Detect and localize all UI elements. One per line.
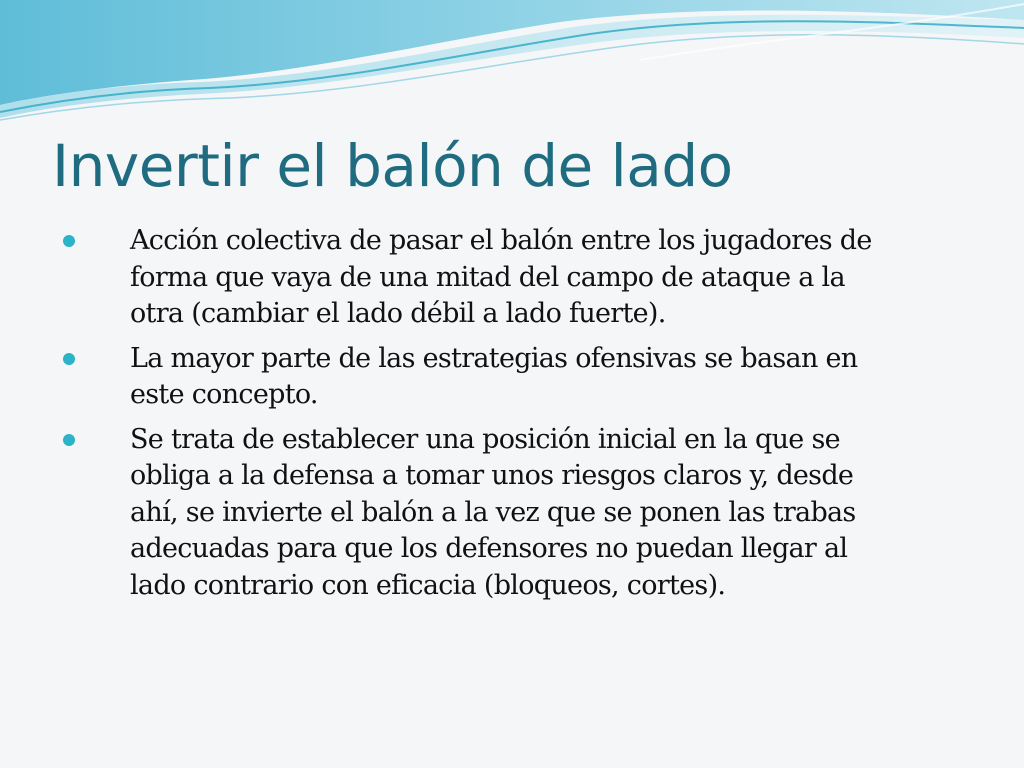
bullet-text-line: Acción colectiva de pasar el balón entre los jugadores de [130, 225, 872, 256]
bullet-text-line: lado contrario con eficacia (bloqueos, cortes). [130, 569, 726, 601]
bullet-item-3 [0, 422, 1024, 605]
bullet-dot-icon [63, 434, 75, 446]
bullet-text-line: este concepto. [130, 379, 318, 410]
bullet-text-line: Se trata de establecer una posición inicial en la que se [130, 423, 840, 455]
bullet-dot-icon [63, 353, 75, 365]
bullet-text-line: forma que vaya de una mitad del campo de ataque a la [130, 261, 845, 293]
bullet-text-line: La mayor parte de las estrategias ofensivas se basan en [130, 342, 858, 374]
bullet-text-line: otra (cambiar el lado débil a lado fuerte). [130, 298, 666, 329]
slide-title: Invertir el balón de lado [52, 132, 733, 200]
wave-header-decoration [0, 0, 1024, 130]
bullet-item-2 [0, 341, 1024, 414]
bullet-text-line: adecuadas para que los defensores no puedan llegar al [130, 533, 848, 564]
bullet-dot-icon [63, 235, 75, 247]
bullet-list [0, 223, 1024, 612]
bullet-item-1 [0, 223, 1024, 333]
bullet-text-line: ahí, se invierte el balón a la vez que se ponen las trabas [130, 496, 856, 528]
bullet-text-line: obliga a la defensa a tomar unos riesgos claros y, desde [130, 460, 854, 491]
